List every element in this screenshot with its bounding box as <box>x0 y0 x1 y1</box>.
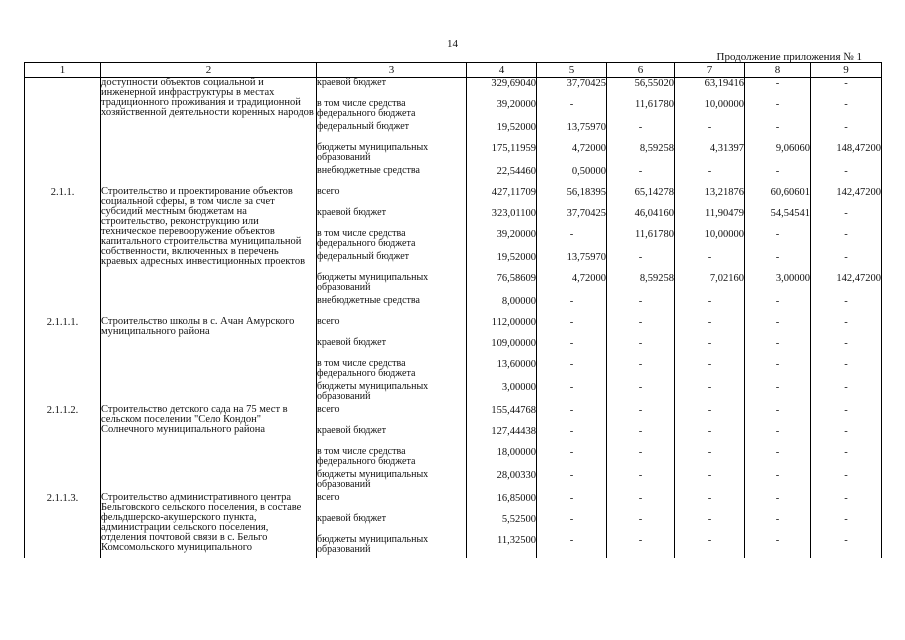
value-col-9: - <box>811 338 882 359</box>
value-col-7: 7,02160 <box>675 273 745 296</box>
value-col-5: - <box>537 493 607 514</box>
value-col-6: 56,55020 <box>607 78 675 99</box>
value-col-5: - <box>537 405 607 426</box>
funding-source: федеральный бюджет <box>317 122 467 143</box>
value-col-7: - <box>675 359 745 382</box>
value-col-6: - <box>607 405 675 426</box>
value-col-9: - <box>811 382 882 405</box>
value-col-7: 10,00000 <box>675 99 745 122</box>
value-col-4: 427,11709 <box>467 187 537 208</box>
value-col-5: - <box>537 338 607 359</box>
funding-source: бюджеты муниципальных образований <box>317 273 467 296</box>
funding-source: бюджеты муниципальных образований <box>317 143 467 166</box>
value-col-6: - <box>607 447 675 470</box>
table-row <box>25 187 882 208</box>
value-col-6: - <box>607 166 675 187</box>
value-col-6: - <box>607 296 675 317</box>
table-row <box>25 405 882 426</box>
event-name: Строительство детского сада на 75 мест в сельском поселении "Село Кондон" Солнечного муниципального района <box>101 405 317 493</box>
value-col-9: - <box>811 426 882 447</box>
value-col-6: 65,14278 <box>607 187 675 208</box>
value-col-8: - <box>745 166 811 187</box>
value-col-4: 19,52000 <box>467 252 537 273</box>
value-col-9: - <box>811 514 882 535</box>
value-col-8: 60,60601 <box>745 187 811 208</box>
column-header-1: 1 <box>25 63 101 78</box>
budget-table <box>24 62 882 558</box>
value-col-6: 11,61780 <box>607 229 675 252</box>
value-col-6: 46,04160 <box>607 208 675 229</box>
value-col-7: - <box>675 426 745 447</box>
funding-source: краевой бюджет <box>317 338 467 359</box>
value-col-6: - <box>607 493 675 514</box>
table-row <box>25 493 882 514</box>
value-col-8: 54,54541 <box>745 208 811 229</box>
value-col-4: 22,54460 <box>467 166 537 187</box>
value-col-5: 4,72000 <box>537 273 607 296</box>
value-col-8: - <box>745 229 811 252</box>
value-col-8: 9,06060 <box>745 143 811 166</box>
funding-source: всего <box>317 317 467 338</box>
funding-source: бюджеты муниципальных образований <box>317 470 467 493</box>
row-code <box>25 78 101 187</box>
value-col-7: 10,00000 <box>675 229 745 252</box>
value-col-9: - <box>811 405 882 426</box>
value-col-7: - <box>675 535 745 558</box>
value-col-4: 329,69040 <box>467 78 537 99</box>
value-col-5: 13,75970 <box>537 122 607 143</box>
value-col-4: 28,00330 <box>467 470 537 493</box>
value-col-9: 142,47200 <box>811 273 882 296</box>
value-col-4: 3,00000 <box>467 382 537 405</box>
row-code: 2.1.1.3. <box>25 493 101 558</box>
value-col-7: - <box>675 166 745 187</box>
value-col-4: 39,20000 <box>467 229 537 252</box>
value-col-5: - <box>537 514 607 535</box>
value-col-7: - <box>675 382 745 405</box>
funding-source: в том числе средства федерального бюджета <box>317 99 467 122</box>
value-col-5: 56,18395 <box>537 187 607 208</box>
value-col-6: 11,61780 <box>607 99 675 122</box>
value-col-9: - <box>811 252 882 273</box>
value-col-8: - <box>745 317 811 338</box>
value-col-5: - <box>537 426 607 447</box>
value-col-6: - <box>607 426 675 447</box>
column-header-9: 9 <box>811 63 882 78</box>
table-row <box>25 317 882 338</box>
value-col-9: - <box>811 296 882 317</box>
value-col-9: - <box>811 122 882 143</box>
value-col-8: 3,00000 <box>745 273 811 296</box>
value-col-4: 13,60000 <box>467 359 537 382</box>
value-col-8: - <box>745 359 811 382</box>
value-col-7: - <box>675 447 745 470</box>
value-col-8: - <box>745 405 811 426</box>
value-col-4: 112,00000 <box>467 317 537 338</box>
value-col-6: - <box>607 470 675 493</box>
value-col-5: 4,72000 <box>537 143 607 166</box>
value-col-8: - <box>745 122 811 143</box>
value-col-5: - <box>537 229 607 252</box>
value-col-7: - <box>675 296 745 317</box>
value-col-8: - <box>745 535 811 558</box>
value-col-8: - <box>745 514 811 535</box>
value-col-5: 13,75970 <box>537 252 607 273</box>
value-col-8: - <box>745 447 811 470</box>
column-header-4: 4 <box>467 63 537 78</box>
value-col-5: - <box>537 99 607 122</box>
value-col-4: 76,58609 <box>467 273 537 296</box>
value-col-7: 4,31397 <box>675 143 745 166</box>
value-col-4: 8,00000 <box>467 296 537 317</box>
value-col-9: 142,47200 <box>811 187 882 208</box>
value-col-5: - <box>537 382 607 405</box>
funding-source: всего <box>317 187 467 208</box>
value-col-7: 63,19416 <box>675 78 745 99</box>
row-code: 2.1.1. <box>25 187 101 317</box>
event-name: Строительство школы в с. Ачан Амурского муниципального района <box>101 317 317 405</box>
row-code: 2.1.1.1. <box>25 317 101 405</box>
value-col-7: 11,90479 <box>675 208 745 229</box>
column-header-row <box>25 63 882 78</box>
value-col-9: 148,47200 <box>811 143 882 166</box>
column-header-3: 3 <box>317 63 467 78</box>
value-col-9: - <box>811 447 882 470</box>
value-col-9: - <box>811 78 882 99</box>
value-col-8: - <box>745 338 811 359</box>
value-col-5: - <box>537 470 607 493</box>
value-col-8: - <box>745 470 811 493</box>
event-name: Строительство административного центра Бельговского сельского поселения, в составе фельдшерско-акушерского пункта, администрации сельского поселения, отделения почтовой связи в с. Бельго Комсомольского муниципального <box>101 493 317 558</box>
value-col-8: - <box>745 252 811 273</box>
value-col-5: - <box>537 447 607 470</box>
value-col-5: 0,50000 <box>537 166 607 187</box>
event-name: Строительство и проектирование объектов социальной сферы, в том числе за счет субсидий местным бюджетам на строительство, реконструкцию или техническое перевооружение объектов капитального строительства муниципальной собственности, включенных в перечень краевых адресных инвестиционных проектов <box>101 187 317 317</box>
row-code: 2.1.1.2. <box>25 405 101 493</box>
value-col-9: - <box>811 317 882 338</box>
funding-source: бюджеты муниципальных образований <box>317 535 467 558</box>
value-col-7: - <box>675 317 745 338</box>
funding-source: краевой бюджет <box>317 208 467 229</box>
value-col-5: - <box>537 359 607 382</box>
funding-source: всего <box>317 493 467 514</box>
value-col-6: - <box>607 338 675 359</box>
value-col-7: - <box>675 514 745 535</box>
continuation-label: Продолжение приложения № 1 <box>716 51 862 63</box>
funding-source: всего <box>317 405 467 426</box>
value-col-6: - <box>607 252 675 273</box>
value-col-6: - <box>607 317 675 338</box>
value-col-7: - <box>675 252 745 273</box>
value-col-6: 8,59258 <box>607 143 675 166</box>
value-col-6: - <box>607 382 675 405</box>
value-col-6: - <box>607 535 675 558</box>
value-col-9: - <box>811 535 882 558</box>
column-header-2: 2 <box>101 63 317 78</box>
value-col-5: 37,70425 <box>537 78 607 99</box>
funding-source: в том числе средства федерального бюджета <box>317 229 467 252</box>
column-header-5: 5 <box>537 63 607 78</box>
funding-source: внебюджетные средства <box>317 296 467 317</box>
value-col-8: - <box>745 296 811 317</box>
value-col-8: - <box>745 382 811 405</box>
value-col-4: 323,01100 <box>467 208 537 229</box>
value-col-8: - <box>745 99 811 122</box>
value-col-5: - <box>537 296 607 317</box>
value-col-5: - <box>537 535 607 558</box>
value-col-7: - <box>675 122 745 143</box>
funding-source: внебюджетные средства <box>317 166 467 187</box>
value-col-4: 16,85000 <box>467 493 537 514</box>
table-row <box>25 78 882 99</box>
value-col-7: 13,21876 <box>675 187 745 208</box>
value-col-4: 11,32500 <box>467 535 537 558</box>
value-col-9: - <box>811 493 882 514</box>
value-col-5: 37,70425 <box>537 208 607 229</box>
value-col-4: 18,00000 <box>467 447 537 470</box>
value-col-7: - <box>675 405 745 426</box>
value-col-9: - <box>811 166 882 187</box>
value-col-7: - <box>675 338 745 359</box>
value-col-6: - <box>607 122 675 143</box>
funding-source: краевой бюджет <box>317 514 467 535</box>
value-col-4: 19,52000 <box>467 122 537 143</box>
value-col-9: - <box>811 229 882 252</box>
funding-source: в том числе средства федерального бюджета <box>317 359 467 382</box>
value-col-8: - <box>745 426 811 447</box>
value-col-7: - <box>675 493 745 514</box>
value-col-8: - <box>745 493 811 514</box>
value-col-9: - <box>811 99 882 122</box>
column-header-8: 8 <box>745 63 811 78</box>
value-col-5: - <box>537 317 607 338</box>
value-col-7: - <box>675 470 745 493</box>
funding-source: в том числе средства федерального бюджета <box>317 447 467 470</box>
value-col-6: - <box>607 359 675 382</box>
value-col-9: - <box>811 208 882 229</box>
event-name: доступности объектов социальной и инженерной инфраструктуры в местах традиционного проживания и традиционной хозяйственной деятельности коренных народов <box>101 78 317 187</box>
value-col-4: 127,44438 <box>467 426 537 447</box>
value-col-6: - <box>607 514 675 535</box>
value-col-9: - <box>811 359 882 382</box>
column-header-7: 7 <box>675 63 745 78</box>
value-col-4: 155,44768 <box>467 405 537 426</box>
value-col-4: 5,52500 <box>467 514 537 535</box>
value-col-6: 8,59258 <box>607 273 675 296</box>
value-col-8: - <box>745 78 811 99</box>
funding-source: федеральный бюджет <box>317 252 467 273</box>
value-col-4: 109,00000 <box>467 338 537 359</box>
funding-source: краевой бюджет <box>317 78 467 99</box>
column-header-6: 6 <box>607 63 675 78</box>
page-number: 14 <box>447 38 458 50</box>
funding-source: краевой бюджет <box>317 426 467 447</box>
funding-source: бюджеты муниципальных образований <box>317 382 467 405</box>
value-col-4: 39,20000 <box>467 99 537 122</box>
value-col-9: - <box>811 470 882 493</box>
value-col-4: 175,11959 <box>467 143 537 166</box>
